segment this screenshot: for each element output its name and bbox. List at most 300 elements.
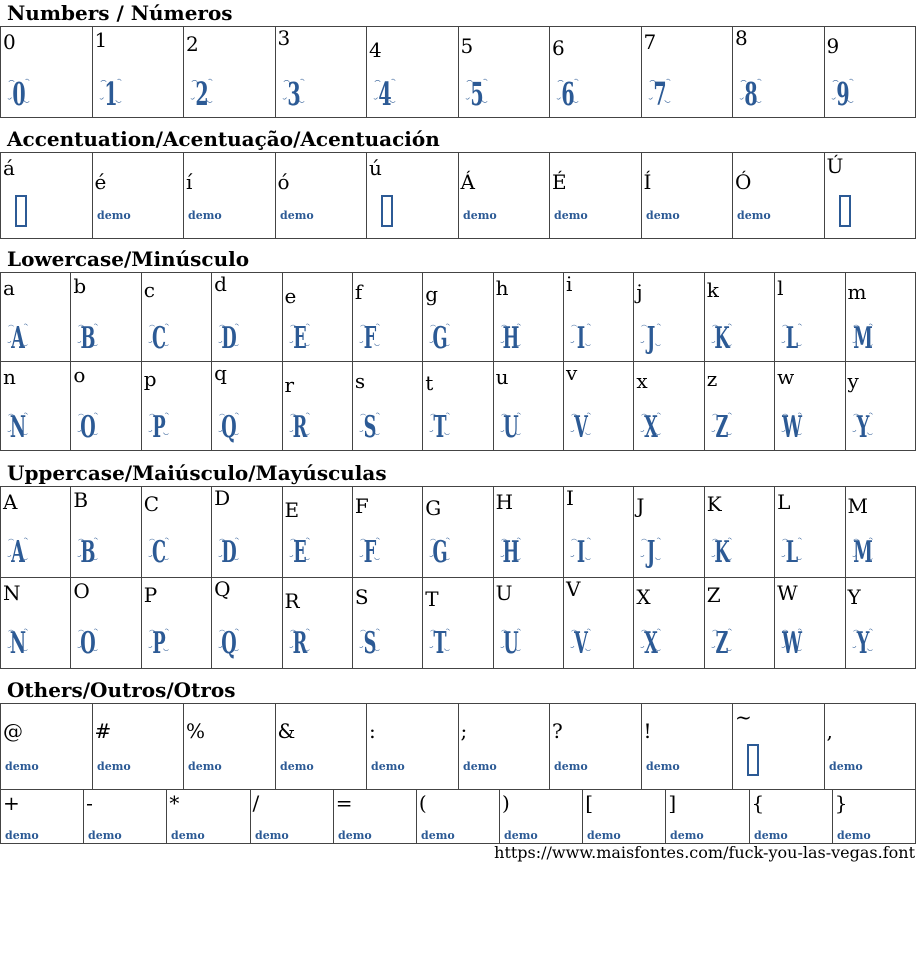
glyph-sample-icon — [75, 402, 101, 446]
glyph-sample-icon — [779, 618, 805, 662]
glyph-sample-mark: P — [152, 409, 166, 445]
demo-text-icon — [753, 828, 788, 842]
demo-text: demo — [279, 209, 314, 222]
demo-text: demo — [5, 760, 39, 773]
demo-text: demo — [554, 209, 588, 222]
character-label: * — [169, 791, 180, 815]
others-grid-row-2 — [0, 789, 916, 844]
glyph-sample-mark: C — [151, 534, 166, 570]
demo-text: demo — [587, 829, 621, 842]
demo-text: demo — [96, 760, 131, 773]
demo-text: demo — [828, 760, 863, 773]
numbers-grid — [0, 26, 916, 118]
demo-text-icon — [188, 208, 222, 222]
demo-text: demo — [753, 829, 788, 842]
demo-text: demo — [96, 209, 131, 222]
glyph-sample-mark: Y — [856, 409, 869, 445]
glyph-cell — [423, 362, 493, 451]
glyph-sample-mark: 1 — [103, 75, 118, 114]
character-label: d — [214, 272, 227, 296]
others-grid-row-1 — [0, 703, 916, 790]
glyph-sample-mark: V — [574, 625, 588, 661]
character-label: b — [73, 274, 87, 298]
glyph-cell — [845, 487, 916, 578]
missing-glyph-icon — [381, 195, 393, 227]
glyph-cell — [275, 153, 367, 239]
glyph-cell — [352, 578, 422, 669]
glyph-cell — [493, 273, 563, 362]
character-label: ó — [277, 170, 290, 194]
character-label: / — [252, 791, 260, 815]
character-label: 2 — [186, 32, 199, 56]
glyph-sample-icon — [287, 527, 313, 571]
character-label: l — [777, 276, 784, 300]
glyph-sample-icon — [75, 618, 101, 662]
demo-text: demo — [554, 760, 588, 773]
section-title-uppercase: Uppercase/Maiúsculo/Mayúsculas — [7, 461, 387, 485]
character-label: m — [847, 280, 867, 304]
glyph-cell — [212, 578, 282, 669]
character-label: & — [277, 719, 296, 743]
character-label: J — [636, 494, 645, 518]
glyph-sample-mark: X — [644, 409, 659, 445]
glyph-cell — [493, 362, 563, 451]
glyph-cell — [250, 790, 333, 844]
glyph-cell — [824, 27, 916, 118]
glyph-cell — [550, 27, 642, 118]
demo-text-icon — [279, 759, 314, 773]
glyph-sample-icon — [646, 71, 674, 114]
section-title-accentuation: Accentuation/Acentuação/Acentuación — [7, 127, 440, 151]
glyph-sample-mark: 5 — [469, 75, 484, 114]
missing-glyph-icon — [15, 195, 27, 227]
glyph-cell — [333, 790, 416, 844]
character-label: y — [847, 369, 859, 393]
glyph-sample-icon — [709, 618, 735, 662]
glyph-row — [1, 27, 916, 118]
glyph-sample-icon — [146, 313, 172, 357]
glyph-cell — [184, 704, 276, 790]
glyph-cell — [733, 153, 825, 239]
glyph-sample-mark: L — [785, 320, 799, 356]
character-label: t — [425, 371, 434, 395]
character-label: L — [777, 490, 791, 514]
character-label: @ — [3, 719, 23, 743]
glyph-cell — [775, 487, 845, 578]
glyph-cell — [352, 487, 422, 578]
glyph-sample-mark: E — [292, 320, 307, 356]
glyph-sample-icon — [737, 71, 765, 114]
glyph-sample-mark: 2 — [195, 75, 209, 114]
character-label: D — [214, 486, 231, 510]
glyph-sample-mark: F — [363, 534, 377, 570]
glyph-sample-mark: 0 — [12, 75, 26, 114]
glyph-sample-mark: Q — [221, 409, 237, 445]
character-label: 6 — [552, 36, 565, 60]
character-label: e — [284, 284, 297, 308]
lowercase-grid — [0, 272, 916, 451]
glyph-sample-icon — [638, 402, 664, 446]
glyph-cell — [141, 273, 211, 362]
glyph-sample-mark: X — [644, 625, 659, 661]
glyph-sample-icon — [568, 618, 594, 662]
glyph-sample-mark: U — [502, 409, 519, 445]
glyph-sample-icon — [709, 313, 735, 357]
character-label: o — [73, 363, 86, 387]
glyph-sample-mark: Z — [715, 409, 729, 445]
glyph-sample-mark: R — [292, 409, 307, 445]
glyph-sample-icon — [75, 527, 101, 571]
glyph-cell — [1, 362, 71, 451]
character-label: u — [495, 365, 509, 389]
glyph-cell — [1, 27, 93, 118]
glyph-cell — [733, 704, 825, 790]
glyph-sample-icon — [427, 527, 453, 571]
uppercase-grid — [0, 486, 916, 669]
glyph-sample-icon — [371, 71, 399, 114]
glyph-sample-icon — [568, 402, 594, 446]
glyph-cell — [824, 704, 916, 790]
glyph-row — [1, 273, 916, 362]
glyph-sample-mark: A — [11, 320, 25, 356]
character-label: + — [3, 791, 20, 815]
demo-text: demo — [371, 760, 405, 773]
glyph-sample-icon — [498, 618, 524, 662]
glyph-cell — [564, 578, 634, 669]
glyph-cell — [775, 362, 845, 451]
character-label: B — [73, 488, 89, 512]
glyph-cell — [212, 273, 282, 362]
character-label: É — [552, 170, 567, 194]
glyph-cell — [641, 27, 733, 118]
glyph-cell — [275, 27, 367, 118]
demo-text-icon — [645, 759, 680, 773]
glyph-sample-icon — [779, 313, 805, 357]
glyph-sample-mark: S — [363, 409, 377, 445]
character-label: E — [284, 498, 300, 522]
glyph-sample-icon — [216, 527, 242, 571]
glyph-cell — [458, 27, 550, 118]
glyph-sample-mark: 4 — [378, 75, 392, 114]
glyph-cell — [666, 790, 749, 844]
character-label: Í — [643, 170, 652, 194]
glyph-sample-mark: K — [714, 534, 730, 570]
character-label: # — [94, 719, 112, 743]
character-label: v — [566, 361, 578, 385]
accentuation-grid — [0, 152, 916, 239]
glyph-sample-icon — [427, 313, 453, 357]
glyph-sample-icon — [829, 71, 857, 114]
glyph-sample-icon — [498, 313, 524, 357]
character-label: 4 — [369, 38, 382, 62]
glyph-cell — [367, 704, 459, 790]
demo-text-icon — [737, 208, 771, 222]
glyph-cell — [458, 704, 550, 790]
glyph-sample-mark: 3 — [286, 75, 301, 114]
glyph-sample-mark: D — [221, 320, 237, 356]
glyph-cell — [749, 790, 832, 844]
character-label: C — [143, 492, 160, 516]
character-label: p — [143, 367, 157, 391]
glyph-sample-mark: L — [785, 534, 799, 570]
glyph-sample-icon — [5, 618, 31, 662]
glyph-cell — [634, 487, 704, 578]
glyph-sample-mark: C — [151, 320, 166, 356]
glyph-sample-mark: I — [576, 534, 586, 570]
glyph-cell — [212, 487, 282, 578]
glyph-sample-icon — [638, 618, 664, 662]
character-label: ; — [460, 719, 468, 743]
character-label: 3 — [277, 26, 291, 50]
glyph-cell — [423, 487, 493, 578]
glyph-sample-icon — [357, 402, 383, 446]
glyph-sample-icon — [498, 527, 524, 571]
glyph-sample-mark: D — [221, 534, 237, 570]
glyph-sample-icon — [5, 71, 33, 114]
demo-text-icon — [96, 759, 131, 773]
character-label: á — [3, 156, 15, 180]
glyph-cell — [141, 578, 211, 669]
character-label: S — [354, 585, 369, 609]
character-label: a — [3, 276, 15, 300]
character-label: Y — [847, 585, 861, 609]
glyph-cell — [704, 362, 774, 451]
glyph-cell — [634, 273, 704, 362]
character-label: c — [143, 278, 155, 302]
demo-text-icon — [5, 828, 39, 842]
glyph-sample-mark: R — [292, 625, 307, 661]
demo-text: demo — [737, 209, 771, 222]
demo-text-icon — [828, 759, 863, 773]
glyph-cell — [845, 273, 916, 362]
glyph-cell — [423, 273, 493, 362]
character-label: j — [636, 280, 643, 304]
character-label: f — [354, 280, 363, 304]
character-label: M — [847, 494, 868, 518]
demo-text-icon — [645, 208, 680, 222]
character-label: 5 — [460, 34, 474, 58]
character-label: ! — [643, 719, 652, 743]
glyph-cell — [1, 153, 93, 239]
glyph-sample-mark: J — [647, 320, 656, 356]
character-label: R — [284, 589, 300, 613]
glyph-sample-mark: G — [432, 534, 448, 570]
glyph-sample-mark: N — [9, 625, 27, 661]
glyph-cell — [564, 273, 634, 362]
glyph-sample-icon — [568, 527, 594, 571]
character-label: 7 — [643, 30, 657, 54]
character-label: F — [354, 494, 369, 518]
demo-text-icon — [420, 828, 455, 842]
demo-text-icon — [279, 208, 314, 222]
glyph-sample-icon — [146, 402, 172, 446]
glyph-sample-icon — [216, 313, 242, 357]
glyph-cell — [493, 487, 563, 578]
demo-text: demo — [462, 209, 497, 222]
character-label: G — [425, 496, 442, 520]
glyph-sample-icon — [5, 402, 31, 446]
glyph-cell — [704, 487, 774, 578]
glyph-sample-icon — [5, 527, 31, 571]
glyph-sample-icon — [709, 527, 735, 571]
demo-text-icon — [554, 208, 588, 222]
glyph-sample-mark: 9 — [835, 75, 850, 114]
demo-text: demo — [171, 829, 206, 842]
demo-text-icon — [462, 208, 497, 222]
character-label: k — [706, 278, 719, 302]
character-label: Z — [706, 583, 721, 607]
character-label: 0 — [3, 30, 16, 54]
character-label: é — [94, 170, 107, 194]
demo-text-icon — [96, 208, 131, 222]
demo-text: demo — [254, 829, 289, 842]
glyph-sample-mark: 7 — [652, 75, 667, 114]
glyph-sample-icon — [554, 71, 582, 114]
glyph-cell — [92, 704, 184, 790]
glyph-sample-mark: V — [574, 409, 588, 445]
glyph-sample-icon — [75, 313, 101, 357]
glyph-sample-icon — [5, 313, 31, 357]
font-source-link[interactable]: https://www.maisfontes.com/fuck-you-las-vegas.font — [494, 843, 915, 862]
glyph-row — [1, 487, 916, 578]
glyph-sample-icon — [97, 71, 125, 114]
glyph-sample-icon — [779, 527, 805, 571]
glyph-sample-mark: B — [80, 534, 96, 570]
character-label: q — [214, 361, 227, 385]
glyph-sample-mark: T — [433, 625, 447, 661]
character-label: 1 — [94, 28, 108, 52]
glyph-cell — [733, 27, 825, 118]
demo-text: demo — [188, 760, 222, 773]
demo-text-icon — [587, 828, 621, 842]
glyph-cell — [141, 362, 211, 451]
glyph-sample-mark: O — [80, 409, 97, 445]
demo-text: demo — [645, 760, 680, 773]
glyph-sample-icon — [357, 618, 383, 662]
glyph-cell — [167, 790, 250, 844]
glyph-sample-icon — [709, 402, 735, 446]
glyph-sample-icon — [188, 71, 216, 114]
glyph-sample-icon — [427, 402, 453, 446]
glyph-sample-icon — [850, 527, 876, 571]
glyph-sample-mark: E — [292, 534, 307, 570]
missing-glyph-icon — [747, 744, 759, 776]
character-label: z — [706, 367, 718, 391]
demo-text-icon — [254, 828, 289, 842]
glyph-cell — [71, 362, 141, 451]
glyph-row — [1, 362, 916, 451]
demo-text: demo — [188, 209, 222, 222]
glyph-cell — [282, 487, 352, 578]
glyph-cell — [824, 153, 916, 239]
glyph-sample-mark: M — [852, 320, 873, 356]
character-label: Á — [460, 170, 475, 194]
glyph-cell — [500, 790, 583, 844]
glyph-sample-icon — [287, 313, 313, 357]
glyph-sample-icon — [216, 402, 242, 446]
character-label: = — [335, 791, 353, 815]
glyph-sample-mark: M — [852, 534, 873, 570]
demo-text: demo — [670, 829, 705, 842]
glyph-sample-icon — [850, 313, 876, 357]
demo-text: demo — [836, 829, 871, 842]
glyph-row — [1, 578, 916, 669]
glyph-cell — [367, 27, 459, 118]
glyph-cell — [92, 153, 184, 239]
character-label: 8 — [735, 26, 748, 50]
glyph-sample-mark: A — [11, 534, 25, 570]
character-label: r — [284, 373, 295, 397]
glyph-sample-mark: U — [502, 625, 519, 661]
glyph-sample-icon — [638, 527, 664, 571]
glyph-sample-mark: 6 — [561, 75, 575, 114]
glyph-sample-icon — [146, 618, 172, 662]
demo-text-icon — [337, 828, 372, 842]
glyph-sample-mark: J — [647, 534, 656, 570]
glyph-sample-mark: O — [80, 625, 97, 661]
character-label: Ú — [826, 154, 844, 178]
glyph-cell — [71, 273, 141, 362]
demo-text: demo — [5, 829, 39, 842]
character-label: : — [369, 719, 376, 743]
glyph-sample-icon — [357, 527, 383, 571]
demo-text-icon — [462, 759, 497, 773]
character-label: - — [86, 791, 93, 815]
character-label: [ — [585, 791, 594, 815]
glyph-sample-mark: H — [502, 320, 519, 356]
glyph-cell — [641, 704, 733, 790]
glyph-sample-icon — [357, 313, 383, 357]
glyph-sample-mark: 8 — [744, 75, 758, 114]
glyph-sample-icon — [280, 71, 308, 114]
demo-text-icon — [5, 759, 39, 773]
glyph-sample-mark: G — [432, 320, 448, 356]
demo-text-icon — [504, 828, 538, 842]
glyph-cell — [458, 153, 550, 239]
glyph-cell — [212, 362, 282, 451]
demo-text-icon — [371, 759, 405, 773]
glyph-cell — [775, 273, 845, 362]
glyph-cell — [704, 578, 774, 669]
character-label: ( — [418, 791, 427, 815]
character-label: V — [566, 577, 581, 601]
glyph-sample-mark: Y — [856, 625, 869, 661]
character-label: x — [636, 369, 648, 393]
glyph-cell — [92, 27, 184, 118]
glyph-cell — [1, 578, 71, 669]
character-label: Ó — [735, 170, 752, 194]
glyph-sample-icon — [427, 618, 453, 662]
glyph-cell — [84, 790, 167, 844]
glyph-cell — [704, 273, 774, 362]
demo-text: demo — [645, 209, 680, 222]
glyph-cell — [1, 704, 93, 790]
character-label: h — [495, 276, 509, 300]
demo-text-icon — [88, 828, 122, 842]
glyph-sample-icon — [779, 402, 805, 446]
character-label: Q — [214, 577, 231, 601]
character-label: ? — [552, 719, 563, 743]
glyph-cell — [775, 578, 845, 669]
character-label: ) — [502, 791, 510, 815]
glyph-sample-icon — [463, 71, 491, 114]
glyph-cell — [1, 487, 71, 578]
glyph-cell — [550, 704, 642, 790]
character-label: ~ — [735, 705, 752, 729]
demo-text: demo — [279, 760, 314, 773]
demo-text: demo — [337, 829, 372, 842]
glyph-sample-icon — [850, 618, 876, 662]
